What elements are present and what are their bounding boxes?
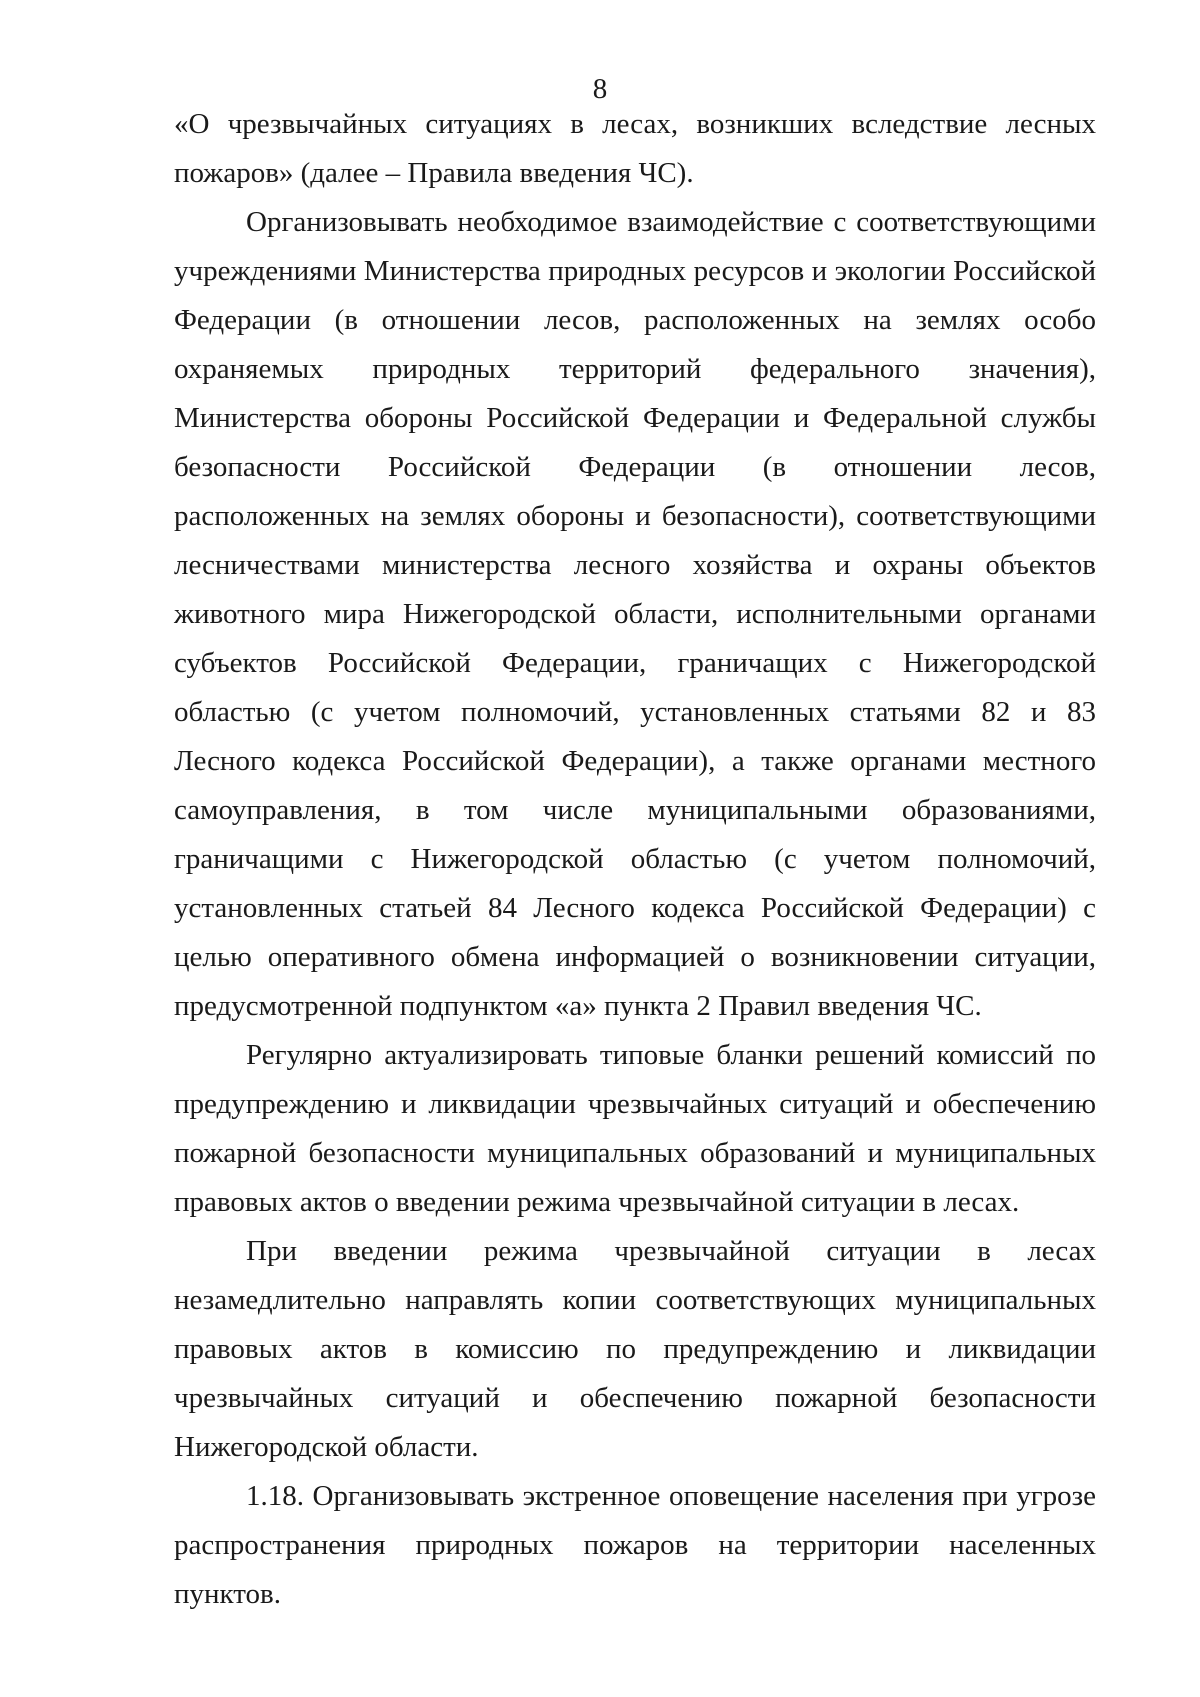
paragraph-2: Организовывать необходимое взаимодействие с соответствующими учреждениями Министерства природных ресурсов и экологии Российской Федерации (в отношении лесов, расположенных на землях особо охраняемых природных территорий федерального значения), Министерства обороны Российской Федерации и Федеральной службы безопасности Российской Федерации (в отношении лесов, расположенных на землях обороны и безопасности), соответствующими лесничествами министерства лесного хозяйства и охраны объектов животного мира Нижегородской области, исполнительными органами субъектов Российской Федерации, граничащих с Нижегородской областью (с учетом полномочий, установленных статьями 82 и 83 Лесного кодекса Российской Федерации), а также органами местного самоуправления, в том числе муниципальными образованиями, граничащими с Нижегородской областью (с учетом полномочий, установленных статьей 84 Лесного кодекса Российской Федерации) с целью оперативного обмена информацией о возникновении ситуации, предусмотренной подпунктом «а» пункта 2 Правил введения ЧС. <box>174 206 1096 1022</box>
paragraph-3: Регулярно актуализировать типовые бланки решений комиссий по предупреждению и ликвидации чрезвычайных ситуаций и обеспечению пожарной безопасности муниципальных образований и муниципальных правовых актов о введении режима чрезвычайной ситуации в лесах. <box>174 1039 1096 1218</box>
page-number: 8 <box>592 73 608 105</box>
document-body <box>174 100 1096 1619</box>
paragraph-1: «О чрезвычайных ситуациях в лесах, возникших вследствие лесных пожаров» (далее – Правила введения ЧС). <box>174 108 1096 189</box>
paragraph-4: При введении режима чрезвычайной ситуации в лесах незамедлительно направлять копии соответствующих муниципальных правовых актов в комиссию по предупреждению и ликвидации чрезвычайных ситуаций и обеспечению пожарной безопасности Нижегородской области. <box>174 1235 1096 1463</box>
paragraph-5: 1.18. Организовывать экстренное оповещение населения при угрозе распространения природных пожаров на территории населенных пунктов. <box>174 1480 1096 1610</box>
